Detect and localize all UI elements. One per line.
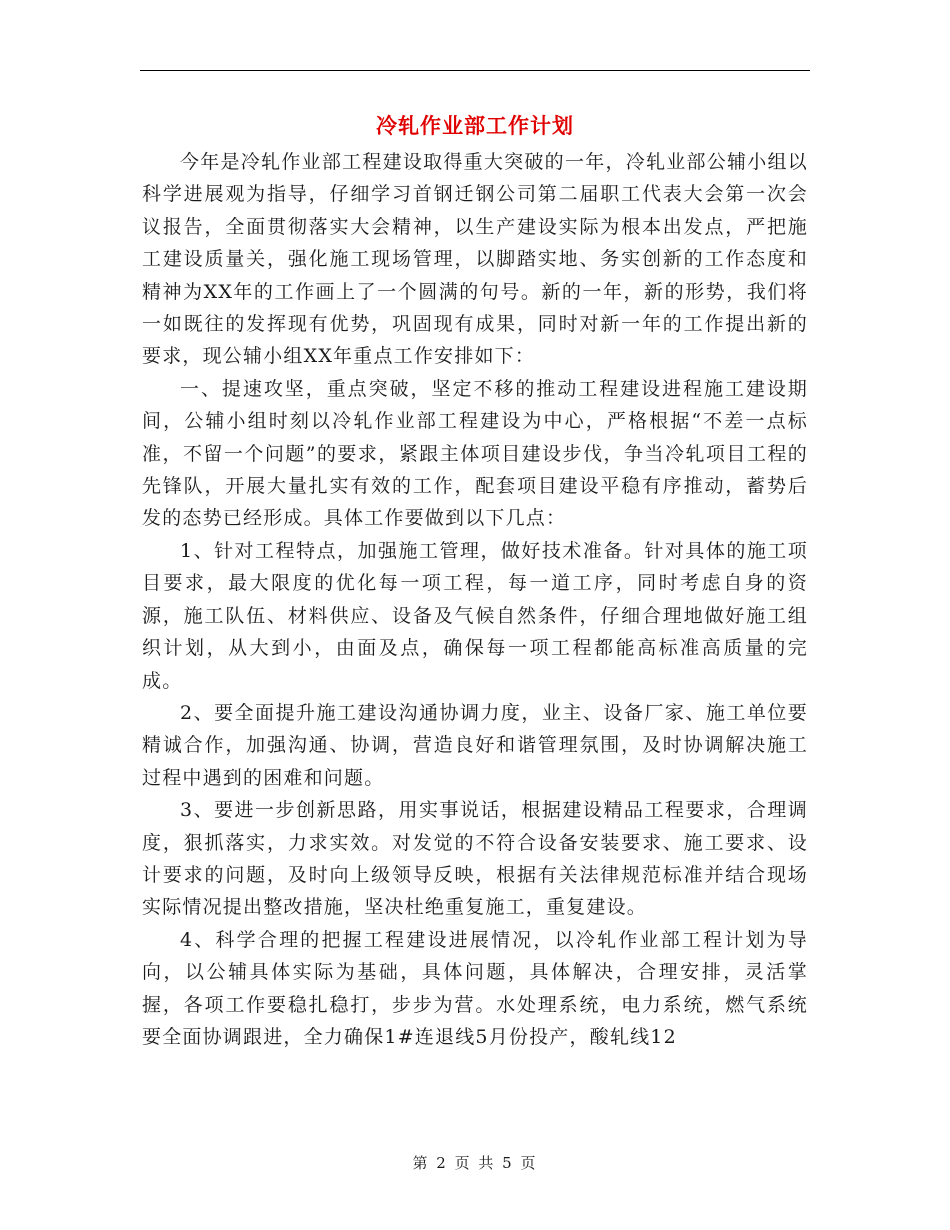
paragraph-section-one: 一、提速攻坚，重点突破，坚定不移的推动工程建设进程施工建设期间，公辅小组时刻以冷轧作业部工程建设为中心，严格根据“不差一点标准，不留一个问题”的要求，紧跟主体项目建设步伐，争当冷轧项目工程的先锋队，开展大量扎实有效的工作，配套项目建设平稳有序推动，蓄势后发的态势已经形成。具体工作要做到以下几点： [142,377,808,530]
document-title: 冷轧作业部工作计划 [376,113,574,138]
paragraph-point-1: 1、针对工程特点，加强施工管理，做好技术准备。针对具体的施工项目要求，最大限度的优化每一项工程，每一道工序，同时考虑自身的资源，施工队伍、材料供应、设备及气候自然条件，仔细合理地做好施工组织计划，从大到小，由面及点，确保每一项工程都能高标准高质量的完成。 [142,539,808,692]
page-number-footer: 第 2 页 共 5 页 [412,1154,538,1172]
paragraph-intro: 今年是冷轧作业部工程建设取得重大突破的一年，冷轧业部公辅小组以科学进展观为指导，仔细学习首钢迁钢公司第二届职工代表大会第一次会议报告，全面贯彻落实大会精神，以生产建设实际为根本出发点，严把施工建设质量关，强化施工现场管理，以脚踏实地、务实创新的工作态度和精神为XX年的工作画上了一个圆满的句号。新的一年，新的形势，我们将一如既往的发挥现有优势，巩固现有成果，同时对新一年的工作提出新的要求，现公辅小组XX年重点工作安排如下： [142,151,808,368]
paragraph-point-4: 4、科学合理的把握工程建设进展情况，以冷轧作业部工程计划为导向，以公辅具体实际为基础，具体问题，具体解决，合理安排，灵活掌握，各项工作要稳扎稳打，步步为营。水处理系统，电力系统，燃气系统要全面协调跟进，全力确保1#连退线5月份投产，酸轧线12 [142,928,808,1048]
header-rule [140,70,810,71]
paragraph-point-3: 3、要进一步创新思路，用实事说话，根据建设精品工程要求，合理调度，狠抓落实，力求实效。对发觉的不符合设备安装要求、施工要求、设计要求的问题，及时向上级领导反映，根据有关法律规范标准并结合现场实际情况提出整改措施，坚决杜绝重复施工，重复建设。 [142,799,808,919]
paragraph-point-2: 2、要全面提升施工建设沟通协调力度，业主、设备厂家、施工单位要精诚合作，加强沟通、协调，营造良好和谐管理氛围，及时协调解决施工过程中遇到的困难和问题。 [142,701,808,789]
document-body [142,146,808,1053]
